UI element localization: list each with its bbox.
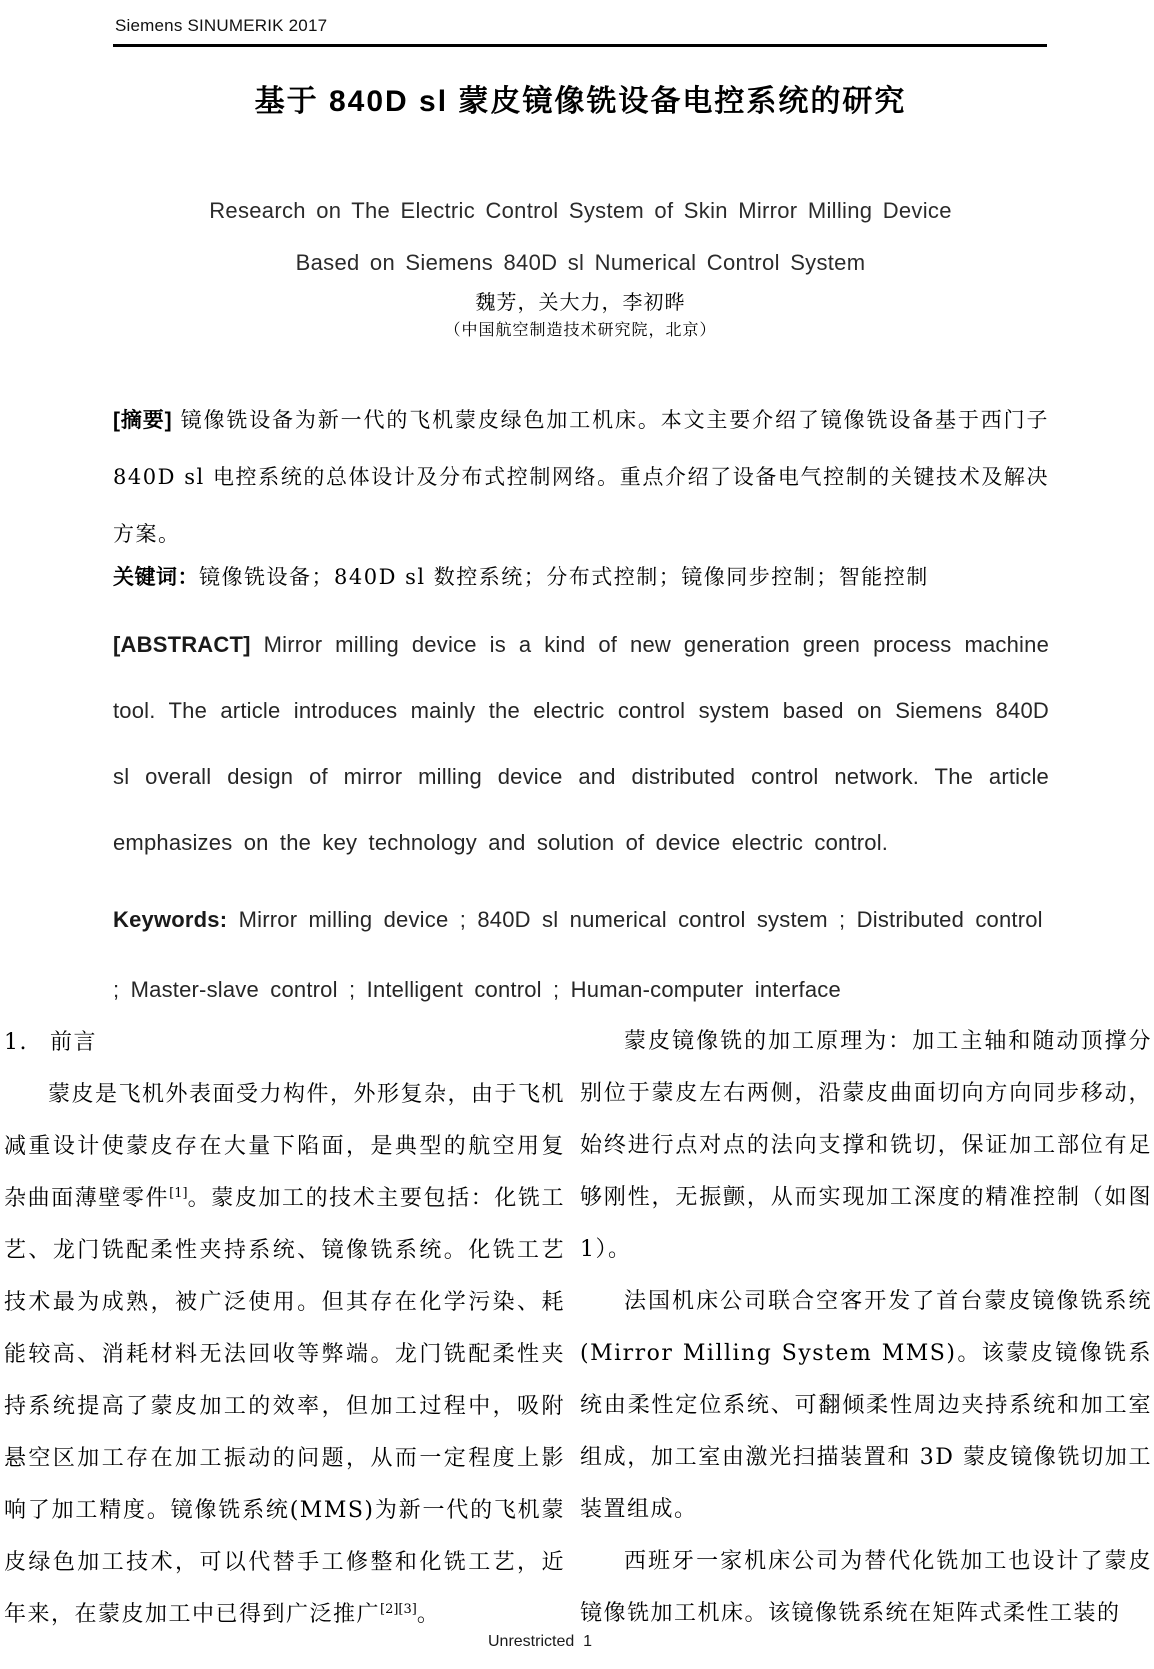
intro-paragraph	[4, 1069, 565, 1641]
abstract-en-text: Mirror milling device is a kind of new generation green process machine tool. The article introduces mainly the electric control system based on Siemens 840D sl overall design of mirror milling device and distributed control network. The article emphasizes on the key technology and solution of device electric control.	[113, 632, 1049, 855]
keywords-zh-text: 镜像铣设备；840D sl 数控系统；分布式控制；镜像同步控制；智能控制	[199, 565, 929, 589]
france-mms-paragraph: 法国机床公司联合空客开发了首台蒙皮镜像铣系统 (Mirror Milling System MMS)。该蒙皮镜像铣系统由柔性定位系统、可翻倾柔性周边夹持系统和加工室组成，加工室由激光扫描装置和 3D 蒙皮镜像铣切加工装置组成。	[580, 1289, 1152, 1522]
keywords-en-label: Keywords:	[113, 907, 228, 932]
abstract-en-label: [ABSTRACT]	[113, 632, 251, 657]
keywords-en	[113, 885, 1049, 1025]
running-header-title: Siemens SINUMERIK 2017	[115, 16, 328, 35]
abstract-zh-text: 镜像铣设备为新一代的飞机蒙皮绿色加工机床。本文主要介绍了镜像铣设备基于西门子 840D sl 电控系统的总体设计及分布式控制网络。重点介绍了设备电气控制的关键技术及解决方案。	[113, 408, 1049, 546]
keywords-zh	[113, 549, 1049, 606]
principle-paragraph: 蒙皮镜像铣的加工原理为：加工主轴和随动顶撑分别位于蒙皮左右两侧，沿蒙皮曲面切向方向同步移动，始终进行点对点的法向支撑和铣切，保证加工部位有足够刚性，无振颤，从而实现加工深度的精准控制（如图 1）。	[580, 1029, 1152, 1262]
section-1-heading	[4, 1017, 565, 1069]
body-column-left	[4, 1017, 565, 1641]
paper-title-en-line1: Research on The Electric Control System of Skin Mirror Milling Device	[209, 198, 952, 223]
intro-seg-2: 。蒙皮加工的技术主要包括：化铣工艺、龙门铣配柔性夹持系统、镜像铣系统。化铣工艺技术最为成熟，被广泛使用。但其存在化学污染、耗能较高、消耗材料无法回收等弊端。龙门铣配柔性夹持系统提高了蒙皮加工的效率，但加工过程中，吸附悬空区加工存在加工振动的问题，从而一定程度上影响了加工精度。镜像铣系统(MMS)为新一代的飞机蒙皮绿色加工技术，可以代替手工修整和化铣工艺，近年来，在蒙皮加工中已得到广泛推广	[4, 1186, 565, 1627]
header-rule	[113, 44, 1047, 47]
intro-seg-1: 蒙皮是飞机外表面受力构件，外形复杂，由于飞机减重设计使蒙皮存在大量下陷面，是典型的航空用复杂曲面薄壁零件	[4, 1082, 566, 1211]
keywords-en-text: Mirror milling device ; 840D sl numerical control system ; Distributed control ; Master-slave control ; Intelligent control ; Human-computer interface	[113, 907, 1043, 1002]
section-1-number: 1.	[4, 1030, 28, 1055]
keywords-zh-label: 关键词：	[113, 566, 199, 589]
section-1-title: 前言	[50, 1030, 98, 1055]
abstract-zh-label: [摘要]	[113, 409, 173, 432]
abstract-en	[113, 612, 1049, 876]
abstract-zh	[113, 392, 1049, 563]
affiliation: （中国航空制造技术研究院，北京）	[444, 320, 717, 339]
body-column-right	[580, 1016, 1152, 1640]
authors: 魏芳，关大力，李初晔	[475, 290, 686, 314]
reference-mark-1: [1]	[169, 1186, 188, 1201]
reference-mark-2-3: [2][3]	[380, 1602, 417, 1617]
paper-title-zh: 基于 840D sl 蒙皮镜像铣设备电控系统的研究	[254, 85, 907, 118]
intro-seg-3: 。	[416, 1602, 441, 1627]
paper-title-en-line2: Based on Siemens 840D sl Numerical Control System	[295, 250, 866, 275]
spain-paragraph: 西班牙一家机床公司为替代化铣加工也设计了蒙皮镜像铣加工机床。该镜像铣系统在矩阵式柔性工装的	[580, 1549, 1152, 1626]
page-footer: Unrestricted 1	[488, 1633, 593, 1650]
